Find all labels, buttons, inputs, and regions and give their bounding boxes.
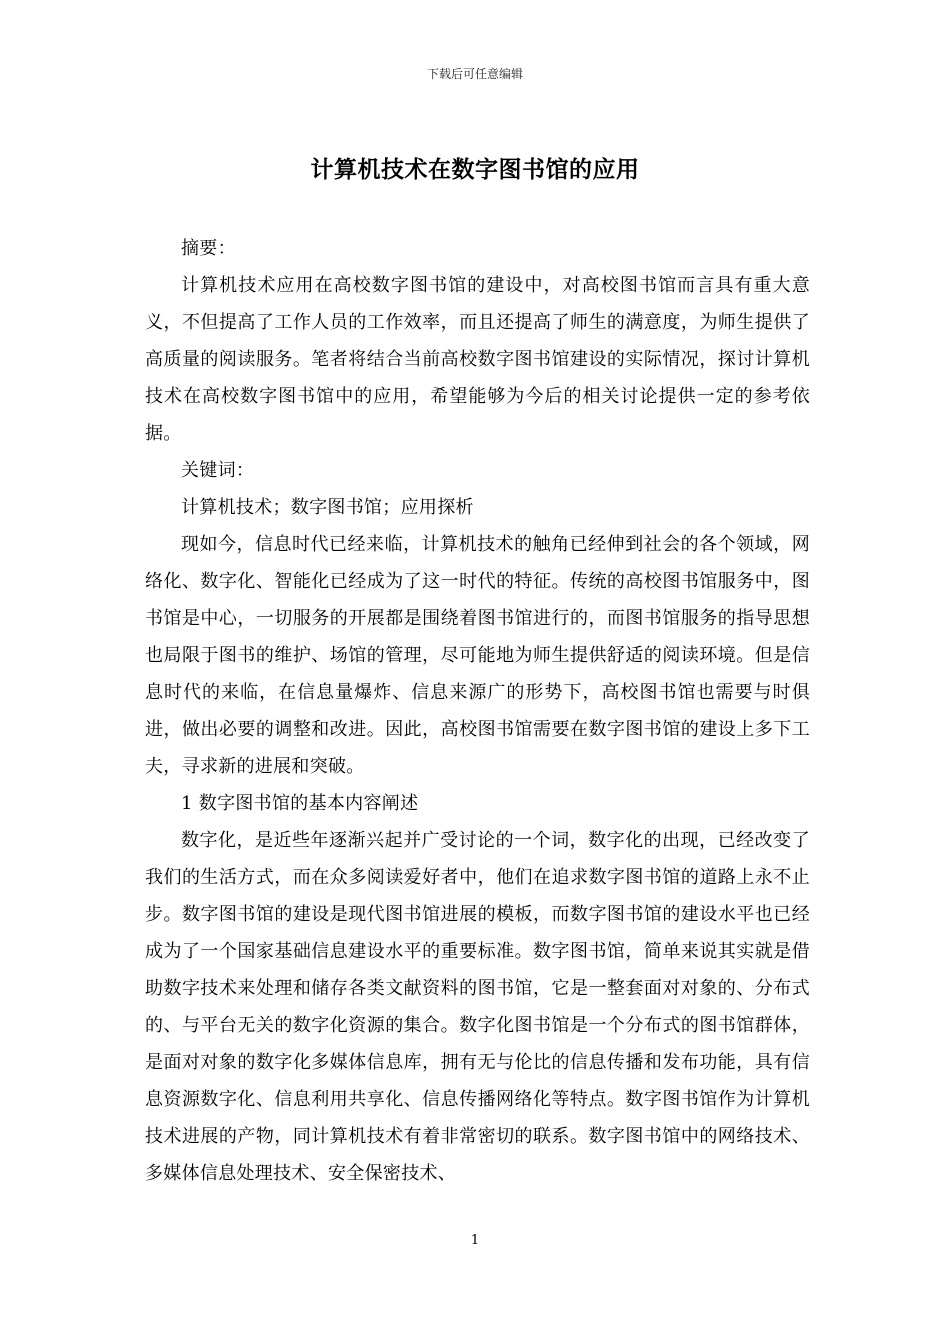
keywords-text: 计算机技术；数字图书馆；应用探析 <box>181 497 474 518</box>
document-title: 计算机技术在数字图书馆的应用 <box>310 156 640 183</box>
keywords-label: 关键词： <box>181 460 255 481</box>
abstract-label: 摘要： <box>181 238 236 259</box>
intro-paragraph: 现如今，信息时代已经来临，计算机技术的触角已经伸到社会的各个领域，网络化、数字化、智能化已经成为了这一时代的特征。传统的高校图书馆服务中，图书馆是中心，一切服务的开展都是围绕着图书馆进行的，而图书馆服务的指导思想也局限于图书的维护、场馆的管理，尽可能地为师生提供舒适的阅读环境。但是信息时代的来临，在信息量爆炸、信息来源广的形势下，高校图书馆也需要与时俱进，做出必要的调整和改进。因此，高校图书馆需要在数字图书馆的建设上多下工夫，寻求新的进展和突破。 <box>145 534 810 777</box>
section-1-paragraph: 数字化，是近些年逐渐兴起并广受讨论的一个词，数字化的出现，已经改变了我们的生活方式，而在众多阅读爱好者中，他们在追求数字图书馆的道路上永不止步。数字图书馆的建设是现代图书馆进展的模板，而数字图书馆的建设水平也已经成为了一个国家基础信息建设水平的重要标准。数字图书馆，简单来说其实就是借助数字技术来处理和储存各类文献资料的图书馆，它是一整套面对对象的、分布式的、与平台无关的数字化资源的集合。数字化图书馆是一个分布式的图书馆群体，是面对对象的数字化多媒体信息库，拥有无与伦比的信息传播和发布功能，具有信息资源数字化、信息利用共享化、信息传播网络化等特点。数字图书馆作为计算机技术进展的产物，同计算机技术有着非常密切的联系。数字图书馆中的网络技术、多媒体信息处理技术、安全保密技术、 <box>145 830 810 1184</box>
page-number: 1 <box>470 1233 480 1248</box>
page-header: 下载后可任意编辑 <box>426 67 523 81</box>
section-1-heading: 1 数字图书馆的基本内容阐述 <box>181 793 419 814</box>
document-body <box>145 230 810 1192</box>
abstract-text: 计算机技术应用在高校数字图书馆的建设中，对高校图书馆而言具有重大意义，不但提高了工作人员的工作效率，而且还提高了师生的满意度，为师生提供了高质量的阅读服务。笔者将结合当前高校数字图书馆建设的实际情况，探讨计算机技术在高校数字图书馆中的应用，希望能够为今后的相关讨论提供一定的参考依据。 <box>145 275 810 444</box>
